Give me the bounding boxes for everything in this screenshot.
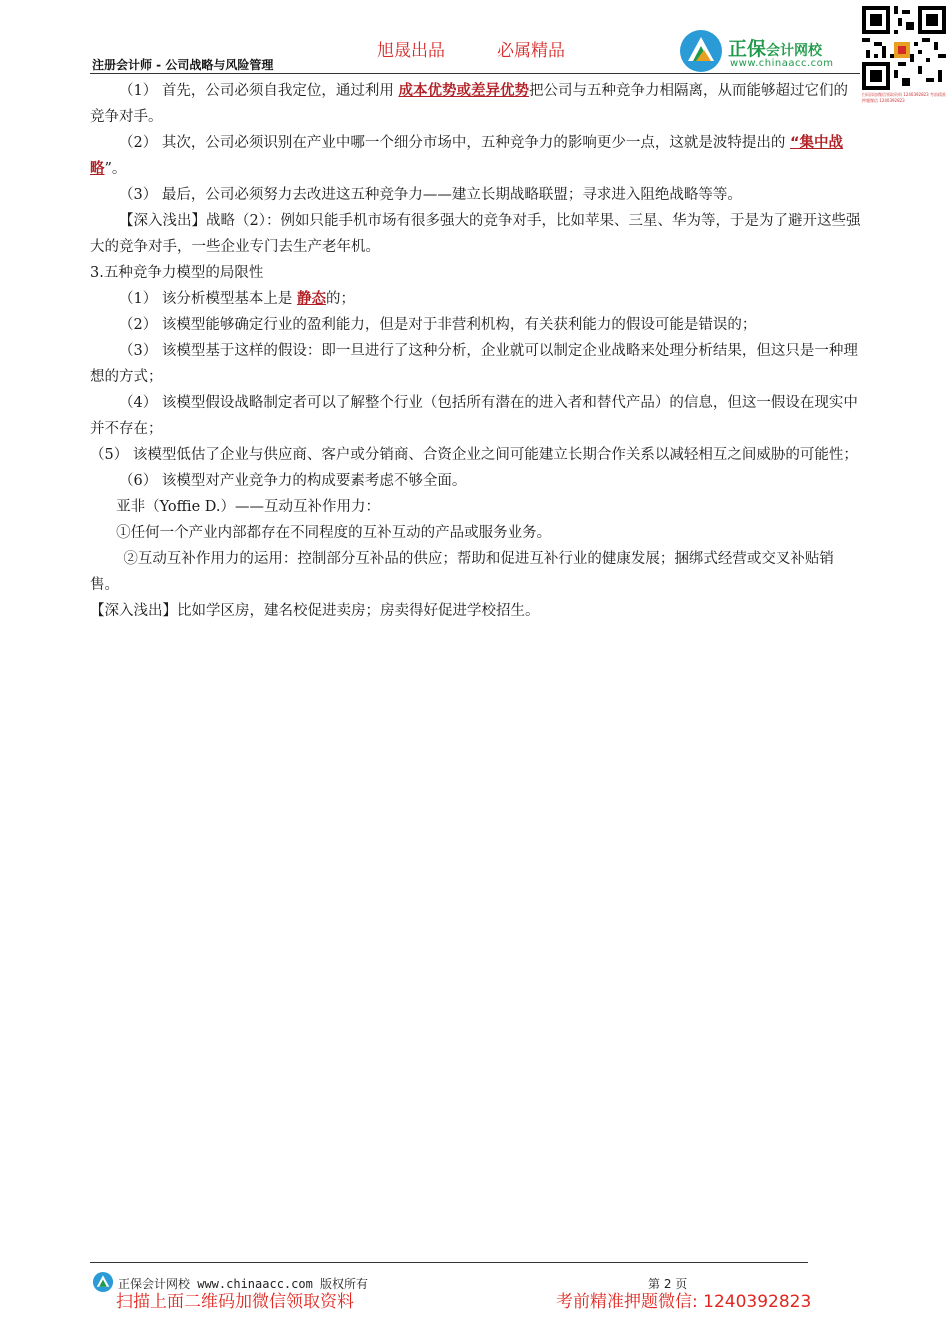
yoffie-point-1: ①任何一个产业内部都存在不同程度的互补互动的产品或服务业务。 xyxy=(116,525,552,541)
paragraph-1-text-a: （1） 首先，公司必须自我定位，通过利用 xyxy=(119,83,399,99)
section-heading-3: 3.五种竞争力模型的局限性 xyxy=(90,265,264,281)
limitation-6: （6） 该模型对产业竞争力的构成要素考虑不够全面。 xyxy=(119,473,467,489)
limitation-1 xyxy=(90,286,862,312)
yoffie-point-2: ②互动互补作用力的运用：控制部分互补品的供应；帮助和促进互补行业的健康发展；捆绑式经营或交叉补贴销售。 xyxy=(90,551,834,593)
document-body xyxy=(90,78,862,624)
paragraph-1-text-b: 把公司与五种竞争力相隔离，从而能够超过它们的竞争对手。 xyxy=(90,83,848,125)
limitation-1-text-a: （1） 该分析模型基本上是 xyxy=(119,291,297,307)
brand-logo-name xyxy=(728,34,822,61)
paragraph-2 xyxy=(90,130,862,182)
yoffie-heading: 亚非（Yoffie D.）——互动互补作用力： xyxy=(116,499,380,515)
paragraph-2-text-b: ”。 xyxy=(104,161,127,177)
qr-caption: 扫码添加微信领取资料 1240392823 考前精准押题微信 1240392823 xyxy=(862,92,946,103)
footer-logo-icon xyxy=(92,1271,114,1293)
limitation-3: （3） 该模型基于这样的假设：即一旦进行了这种分析，企业就可以制定企业战略来处理分析结果，但这只是一种理想的方式； xyxy=(90,343,858,385)
footer-promo-left: 扫描上面二维码加微信领取资料 xyxy=(116,1292,354,1312)
course-title: 注册会计师 - 公司战略与风险管理 xyxy=(92,58,274,72)
limitation-1-text-b: 的； xyxy=(325,291,355,307)
yoffie-deep-dive: 【深入浅出】比如学区房，建名校促进卖房；房卖得好促进学校招生。 xyxy=(90,603,540,619)
paragraph-2-text-a: （2） 其次，公司必须识别在产业中哪一个细分市场中，五种竞争力的影响更少一点，这就是波特提出的 xyxy=(119,135,790,151)
highlight-focus-strategy: “集中战略 xyxy=(90,135,843,177)
paragraph-3: （3） 最后，公司必须努力去改进这五种竞争力——建立长期战略联盟；寻求进入阻绝战略等等。 xyxy=(119,187,742,203)
footer-promo-right: 考前精准押题微信: 1240392823 xyxy=(556,1292,812,1312)
highlight-cost-differentiation: 成本优势或差异优势 xyxy=(398,83,529,99)
brand-subname: 会计网校 xyxy=(766,43,823,59)
limitation-2: （2） 该模型能够确定行业的盈利能力，但是对于非营利机构，有关获利能力的假设可能是错误的； xyxy=(119,317,757,333)
brand-url: www.chinaacc.com xyxy=(730,58,834,69)
brand-name: 正保 xyxy=(728,38,767,60)
footer-divider xyxy=(90,1262,808,1263)
qr-code-icon[interactable] xyxy=(862,6,946,90)
paragraph-4-deep-dive: 【深入浅出】战略（2）：例如只能手机市场有很多强大的竞争对手，比如苹果、三星、华为等，于是为了避开这些强大的竞争对手，一些企业专门去生产老年机。 xyxy=(90,213,861,255)
brand-logo[interactable] xyxy=(676,28,858,74)
header-slogan-right: 必属精品 xyxy=(497,41,565,61)
page-number: 第 2 页 xyxy=(648,1277,688,1291)
header-slogan-left: 旭晟出品 xyxy=(377,41,445,61)
footer-copyright: 正保会计网校 www.chinaacc.com 版权所有 xyxy=(118,1277,369,1291)
highlight-static: 静态 xyxy=(296,291,326,307)
paragraph-1 xyxy=(90,78,862,130)
brand-logo-icon xyxy=(678,28,724,74)
limitation-5: （5） 该模型低估了企业与供应商、客户或分销商、合资企业之间可能建立长期合作关系以减轻相互之间威胁的可能性； xyxy=(90,447,858,463)
limitation-4: （4） 该模型假设战略制定者可以了解整个行业（包括所有潜在的进入者和替代产品）的信息，但这一假设在现实中并不存在； xyxy=(90,395,858,437)
